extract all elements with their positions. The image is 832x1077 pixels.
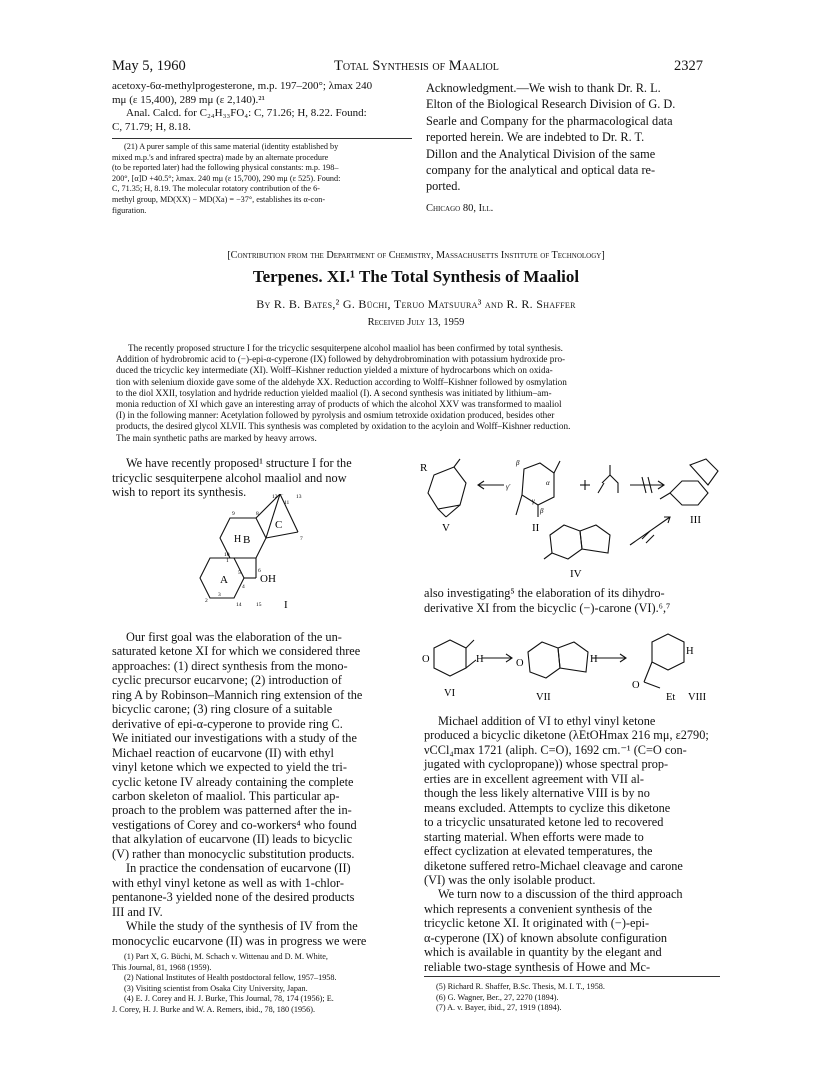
text-line: α-cyperone (IX) of known absolute configuration — [424, 930, 668, 945]
text-line: While the study of the synthesis of IV from the — [126, 919, 358, 934]
atom-number: 9 — [232, 511, 235, 517]
right-footnotes — [424, 982, 720, 1014]
text-line: Michael reaction of eucarvone (II) with ethyl — [112, 745, 334, 760]
ring-c-label: C — [275, 519, 283, 531]
text-line: We turn now to a discussion of the third approach — [438, 887, 683, 902]
text-line: which is available in quantity by the elegant and — [424, 945, 662, 960]
left-footnotes — [112, 952, 408, 1016]
text-line: Searle and Company for the pharmacological data — [426, 113, 673, 128]
compound-label-ii: II — [532, 522, 540, 534]
footnote-line: (2) National Institutes of Health postdoctoral fellow, 1957–1958. — [124, 973, 337, 983]
footnote-line: (21) A purer sample of this same material (identity established by — [124, 142, 339, 151]
footnote-line: (6) G. Wagner, Ber., 27, 2270 (1894). — [436, 992, 559, 1002]
abstract-line: tion with selenium dioxide gave some of the aldehyde XX. Reduction according to Wolff–Kishner followed by osmylation — [116, 376, 567, 387]
atom-number: 1 — [226, 558, 229, 564]
oh-label: OH — [260, 573, 276, 585]
scheme-label: R — [420, 462, 428, 474]
text-line: acetoxy-6α-methylprogesterone, m.p. 197–200°; λmax 240 — [112, 80, 373, 92]
text-line: with ethyl vinyl ketone as well as with 1-chlor- — [112, 875, 344, 890]
left-column-body — [112, 630, 408, 948]
greek-label: β — [516, 459, 520, 467]
compound-label-vi: VI — [444, 688, 456, 699]
received-date: Received July 13, 1959 — [367, 317, 465, 328]
footnote-line: (3) Visiting scientist from Osaka City University, Japan. — [124, 983, 308, 993]
text-line: approaches: (1) direct synthesis from the mono- — [112, 658, 348, 673]
abstract-line: duced the tricyclic key intermediate (XI). Wolff–Kishner reduction yielded a mixture of hydrocarbons which on oxida- — [116, 365, 553, 376]
text-line: pentanone-3 yielded none of the desired products — [112, 890, 355, 905]
abstract-line: Addition of hydrobromic acid to (−)-epi-α-cyperone (IX) followed by dehydrobromination with potassium hydroxide pro- — [116, 354, 566, 365]
text-line: νCCl₄max 1721 (aliph. C=O), 1692 cm.⁻¹ (C=O con- — [424, 742, 687, 757]
text-line: Our first goal was the elaboration of the un- — [126, 630, 342, 644]
carbonyl-o: O — [422, 654, 430, 665]
compound-label-viii: VIII — [688, 692, 707, 703]
compound-label-i: I — [284, 599, 288, 610]
right-text-a — [424, 586, 720, 615]
compound-label-vii: VII — [536, 692, 551, 703]
text-line: produced a bicyclic diketone (λEtOHmax 216 mμ, ε2790; — [424, 728, 709, 743]
footnote-line: (1) Part X, G. Büchi, M. Schach v. Wittenau and D. M. White, — [124, 952, 328, 961]
text-line: jugated with cyclopropane)) whose spectral prop- — [424, 757, 669, 772]
text-line: vinyl ketone which we expected to yield the tri- — [112, 760, 347, 775]
text-line: which represents a convenient synthesis of the — [424, 901, 653, 916]
text-line: C, 71.79; H, 8.18. — [112, 120, 191, 133]
text-line: starting material. When efforts were made to — [424, 829, 644, 844]
footnote-line: (to be reported later) had the following physical constants: m.p. 198– — [112, 163, 339, 173]
abstract — [116, 343, 718, 444]
text-line: reliable two-stage synthesis of Howe and Mc- — [424, 959, 651, 974]
text-line: Acknowledgment.—We wish to thank Dr. R. L. — [426, 81, 661, 95]
text-line: reported herein. We are indebted to Dr. R. T. — [426, 130, 645, 145]
footnote-line: figuration. — [112, 205, 147, 215]
atom-number: 12 — [272, 494, 278, 500]
footnote-line: C, 71.35; H, 8.19. The molecular rotatory contribution of the 6- — [112, 184, 320, 194]
text-line: ring A by Robinson–Mannich ring extension of the — [112, 687, 363, 702]
footnote-line: methyl group, MD(XX) − MD(Xa) = −37°, establishes its α-con- — [112, 194, 326, 204]
right-column-body — [424, 714, 720, 974]
structure-i-diagram — [198, 494, 338, 610]
footnote-line: (5) Richard R. Shaffer, B.Sc. Thesis, M. I. T., 1958. — [436, 982, 605, 991]
text-line: erties are in excellent agreement with VII al- — [424, 771, 644, 786]
abstract-line: (I) in the following manner: Acetylation followed by pyrolysis and osmium tetroxide oxidation produced, besides other — [116, 410, 555, 421]
footnote-21 — [112, 142, 412, 216]
abstract-line: The main synthetic paths are marked by heavy arrows. — [116, 432, 317, 443]
footnote-rule — [424, 976, 720, 977]
atom-number: 14 — [236, 602, 242, 608]
atom-number: 4 — [242, 584, 245, 590]
text-line: derivative XI from the bicyclic (−)-carone (VI).⁶,⁷ — [424, 600, 671, 615]
continued-experimental — [112, 80, 412, 134]
text-line: mμ (ε 15,400), 289 mμ (ε 2,140).²¹ — [112, 93, 265, 106]
atom-number: 15 — [256, 602, 262, 608]
scheme-1-diagram — [420, 455, 720, 585]
text-line: though the less likely alternative VIII is by no — [424, 786, 650, 801]
compound-label-iii: III — [690, 514, 701, 526]
page-number: 2327 — [674, 58, 703, 74]
ring-a-label: A — [220, 574, 228, 586]
carbonyl-o: O — [516, 658, 524, 669]
text-line: monocyclic eucarvone (II) was in progress we were — [112, 933, 367, 948]
text-line: We initiated our investigations with a study of the — [112, 731, 357, 746]
atom-number: 3 — [218, 592, 221, 598]
text-line: We have recently proposed¹ structure I for the — [126, 456, 352, 470]
ethyl-label: Et — [666, 692, 676, 703]
footnote-line: (7) A. v. Bayer, ibid., 27, 1919 (1894). — [436, 1003, 562, 1013]
running-header-date: May 5, 1960 — [112, 58, 186, 74]
text-line: ported. — [426, 179, 461, 194]
text-line: to a tricyclic unsaturated ketone led to recovered — [424, 815, 664, 830]
text-line: company for the analytical and optical data re- — [426, 163, 656, 178]
greek-label: γ — [532, 497, 535, 505]
text-line: effect cyclization at elevated temperatures, the — [424, 844, 653, 859]
h-label: H — [686, 646, 694, 657]
atom-number: 10 — [224, 552, 230, 558]
atom-number: 13 — [296, 494, 302, 500]
text-line: cyclic precursor eucarvone; (2) introduction of — [112, 673, 342, 688]
text-line: Michael addition of VI to ethyl vinyl ketone — [438, 714, 656, 728]
greek-label: α — [546, 479, 550, 487]
atom-number: 8 — [256, 511, 259, 517]
atom-number: 2 — [205, 598, 208, 604]
text-line: (VI) was the only isolable product. — [424, 872, 596, 887]
text-line: vestigations of Corey and co-workers⁴ who found — [112, 817, 357, 832]
h-label: H — [234, 534, 242, 545]
text-line: also investigating⁵ the elaboration of its dihydro- — [424, 586, 665, 600]
text-line: Elton of the Biological Research Division of G. D. — [426, 97, 676, 112]
text-line: tricyclic sesquiterpene alcohol maaliol and now — [112, 470, 347, 485]
text-line: Dillon and the Analytical Division of the same — [426, 146, 656, 161]
h-label: H — [476, 654, 484, 665]
scheme-2-diagram — [420, 622, 720, 714]
acknowledgment — [426, 80, 718, 195]
footnote-line: 200°, [α]D +40.5°; λmax. 240 mμ (ε 15,700), 290 mμ (ε 525). Found: — [112, 173, 341, 183]
text-line: (V) rather than monocyclic substitution products. — [112, 846, 355, 861]
text-line: Anal. Calcd. for C₂₄H₃₃FO₄: C, 71.26; H, 8.22. Found: — [126, 107, 367, 120]
carbonyl-o: O — [632, 680, 640, 691]
abstract-line: products, the desired glycol XLVII. This synthesis was completed by oxidation to the acyloin and Wolff–Kishner reduction. — [116, 421, 571, 432]
atom-number: 11 — [284, 500, 290, 506]
text-line: diketone suffered retro-Michael cleavage and carone — [424, 858, 683, 873]
text-line: means excluded. Attempts to cyclize this diketone — [424, 800, 671, 815]
abstract-line: to the diol XXII, tosylation and hydride reduction yielded maaliol (I). A second synthesis was initiated by lithium–am- — [116, 387, 552, 398]
footnote-line: (4) E. J. Corey and H. J. Burke, This Journal, 78, 174 (1956); E. — [124, 994, 334, 1004]
abstract-line: monia reduction of XI which gave an interesting array of products of which the alcohol XXV was transformed to maaliol — [116, 399, 562, 410]
text-line: bicyclic carone; (3) ring closure of a suitable — [112, 702, 333, 717]
abstract-line: The recently proposed structure I for the tricyclic sesquiterpene alcohol maaliol has been confirmed by total synthesis. — [128, 343, 563, 353]
compound-label-iv: IV — [570, 568, 582, 580]
text-line: derivative of epi-α-cyperone to provide ring C. — [112, 716, 343, 731]
text-line: wish to report its synthesis. — [112, 485, 247, 500]
h-label: H — [590, 654, 598, 665]
greek-label: γ' — [506, 483, 511, 491]
contribution-line: [Contribution from the Department of Chemistry, Massachusetts Institute of Technology] — [227, 250, 605, 261]
greek-label: β — [540, 507, 544, 515]
footnote-rule — [112, 138, 412, 139]
text-line: saturated ketone XI for which we considered three — [112, 644, 361, 659]
compound-label-v: V — [442, 522, 450, 534]
text-line: carbon skeleton of maaliol. This particular ap- — [112, 788, 340, 803]
atom-number: 5 — [238, 570, 241, 576]
footnote-line: This Journal, 81, 1968 (1959). — [112, 962, 212, 972]
text-line: that alkylation of eucarvone (II) leads to bicyclic — [112, 832, 353, 847]
text-line: cyclic ketone IV already containing the complete — [112, 774, 354, 789]
authors: By R. B. Bates,² G. Büchi, Teruo Matsuura³ and R. R. Shaffer — [256, 297, 576, 311]
text-line: proach to the problem was patterned after the in- — [112, 803, 352, 818]
atom-number: 7 — [300, 536, 303, 542]
location: Chicago 80, Ill. — [426, 203, 494, 214]
text-line: III and IV. — [112, 904, 163, 919]
footnote-line: mixed m.p.'s and infrared spectra) made by an alternate procedure — [112, 152, 329, 162]
running-header-title: Total Synthesis of Maaliol — [334, 58, 499, 74]
ring-b-label: B — [243, 534, 251, 546]
text-line: tricyclic ketone XI. It originated with (−)-epi- — [424, 916, 650, 931]
atom-number: 6 — [258, 568, 261, 574]
footnote-line: J. Corey, H. J. Burke and W. A. Remers, ibid., 78, 180 (1956). — [112, 1004, 316, 1014]
article-title: Terpenes. XI.¹ The Total Synthesis of Maaliol — [252, 267, 580, 286]
text-line: In practice the condensation of eucarvone (II) — [126, 861, 351, 876]
